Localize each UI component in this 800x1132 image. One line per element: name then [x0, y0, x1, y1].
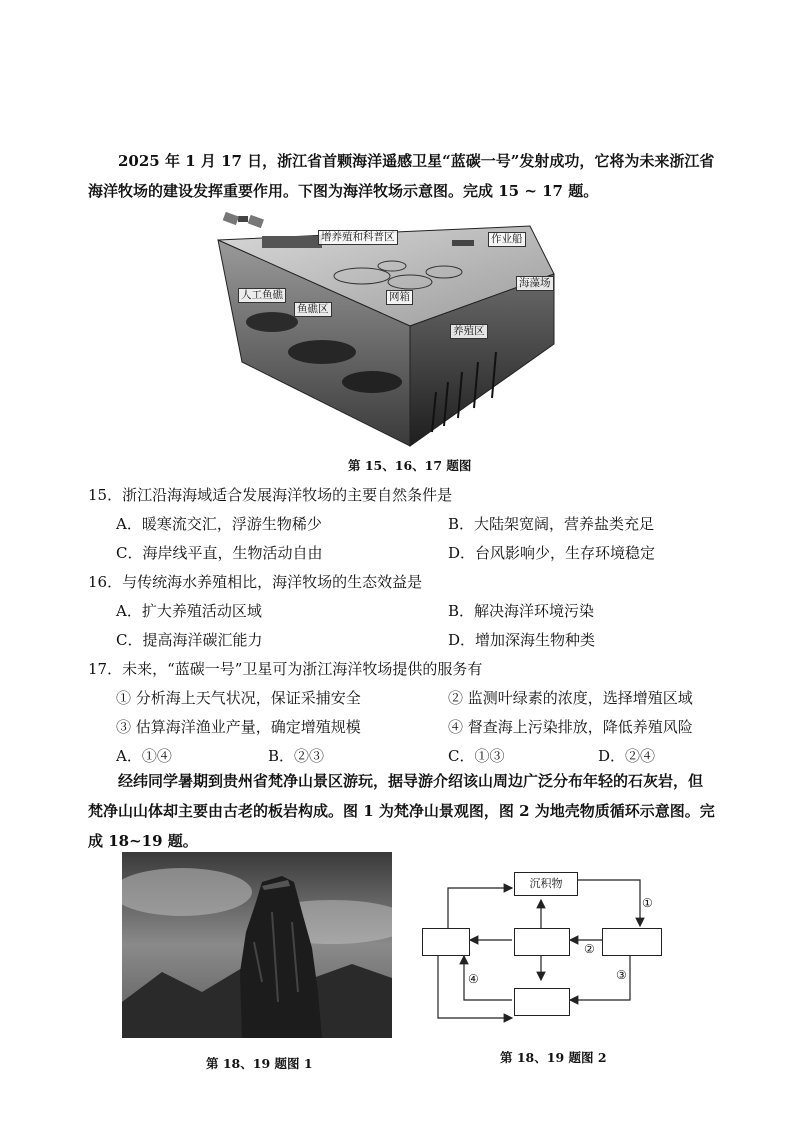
intro-paragraph-2: [88, 766, 718, 856]
label-breeding-zone: 养殖区: [450, 324, 488, 339]
marine-ranch-diagram: [212, 212, 558, 448]
q15-option-c: C．海岸线平直，生物活动自由: [116, 544, 323, 562]
intro-line: 经纬同学暑期到贵州省梵净山景区游玩，据导游介绍该山周边广泛分布年轻的石灰岩，但: [118, 772, 704, 790]
intro-line: 成 18~19 题。: [88, 832, 198, 850]
intro-paragraph-1: [88, 146, 718, 206]
q16-option-d: D．增加深海生物种类: [448, 631, 596, 649]
q15-option-b: B．大陆架宽阔，营养盐类充足: [448, 515, 655, 533]
arrow-label-3: ③: [616, 968, 627, 982]
q17-option-b: B．②③: [268, 747, 325, 765]
question-17-stem: 17．未来，“蓝碳一号”卫星可为浙江海洋牧场提供的服务有: [88, 660, 483, 678]
mountain-photo-svg: [122, 852, 392, 1038]
question-16-stem: 16．与传统海水养殖相比，海洋牧场的生态效益是: [88, 573, 423, 591]
label-net-cage: 网箱: [386, 290, 413, 305]
figure1-caption: 第 15、16、17 题图: [348, 458, 472, 473]
rock-box-bottom: [514, 988, 570, 1016]
rock-box-right: [602, 928, 662, 956]
q17-statement-3: ③ 估算海洋渔业产量，确定增殖规模: [116, 718, 361, 736]
figure2-caption: 第 18、19 题图 1: [206, 1056, 313, 1071]
q15-option-a: A．暖寒流交汇，浮游生物稀少: [116, 515, 322, 533]
label-breeding-science: 增养殖和科普区: [318, 230, 398, 245]
label-work-boat: 作业船: [488, 232, 526, 247]
q17-option-c: C．①③: [448, 747, 505, 765]
q16-option-b: B．解决海洋环境污染: [448, 602, 595, 620]
rock-box-left: [422, 928, 470, 956]
label-artificial-reef: 人工鱼礁: [238, 288, 286, 303]
arrow-label-1: ①: [642, 896, 653, 910]
q15-option-d: D．台风影响少，生存环境稳定: [448, 544, 656, 562]
q16-option-a: A．扩大养殖活动区域: [116, 602, 262, 620]
rock-box-middle: [514, 928, 570, 956]
intro-line: 2025 年 1 月 17 日，浙江省首颗海洋遥感卫星“蓝碳一号”发射成功，它将为未来浙江省: [118, 152, 715, 170]
q17-option-a: A．①④: [116, 747, 172, 765]
q17-statement-4: ④ 督查海上污染排放，降低养殖风险: [448, 718, 693, 736]
rock-cycle-diagram: [418, 860, 664, 1030]
label-seaweed-field: 海藻场: [516, 276, 554, 291]
figure3-caption: 第 18、19 题图 2: [500, 1050, 607, 1065]
marine-ranch-svg: [212, 212, 558, 448]
satellite-icon: [223, 212, 264, 228]
question-15-stem: 15．浙江沿海海域适合发展海洋牧场的主要自然条件是: [88, 486, 453, 504]
intro-line: 梵净山山体却主要由古老的板岩构成。图 1 为梵净山景观图，图 2 为地壳物质循环示意图。完: [88, 802, 715, 820]
fanjing-mountain-photo: [122, 852, 392, 1038]
arrow-label-4: ④: [468, 972, 479, 986]
arrow-label-2: ②: [584, 942, 595, 956]
label-reef-zone: 鱼礁区: [294, 302, 332, 317]
q17-option-d: D．②④: [598, 747, 656, 765]
q16-option-c: C．提高海洋碳汇能力: [116, 631, 263, 649]
q17-statement-1: ① 分析海上天气状况，保证采捕安全: [116, 689, 361, 707]
sediment-box: 沉积物: [514, 872, 578, 896]
q17-statement-2: ② 监测叶绿素的浓度，选择增殖区域: [448, 689, 693, 707]
intro-line: 海洋牧场的建设发挥重要作用。下图为海洋牧场示意图。完成 15 ~ 17 题。: [88, 182, 599, 200]
